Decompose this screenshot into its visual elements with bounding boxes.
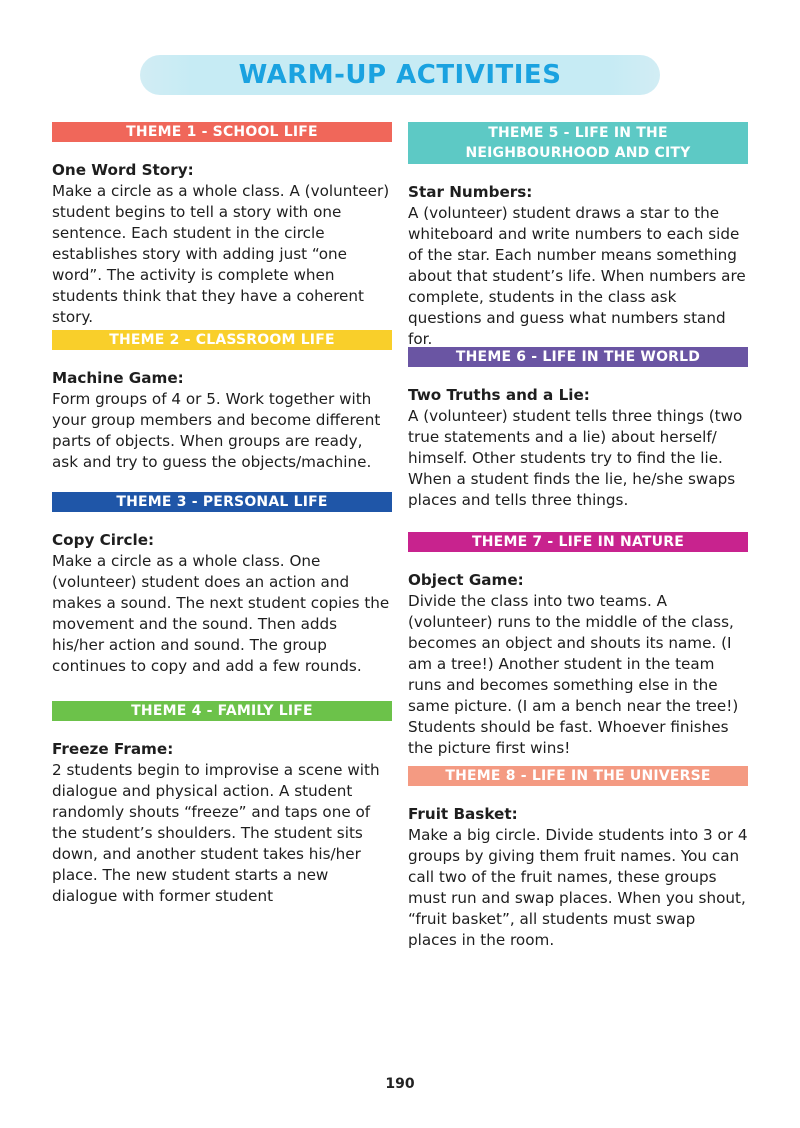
left-column (52, 122, 392, 907)
activity-title: Two Truths and a Lie: (408, 386, 590, 404)
theme-block-8 (408, 766, 748, 951)
theme-block-3 (52, 492, 392, 701)
activity-title: Star Numbers: (408, 183, 533, 201)
activity-description: A (volunteer) student draws a star to the whiteboard and write numbers to each side of the star. Each number means something about that student’s life. When numbers are complete, students in the class ask questions and guess what numbers stand for. (408, 204, 746, 348)
activity-description: Make a circle as a whole class. One (volunteer) student does an action and makes a sound. The next student copies the movement and the sound. Then adds his/her action and sound. The group continues to copy and add a few rounds. (52, 552, 390, 675)
theme-header: THEME 6 - LIFE IN THE WORLD (408, 347, 748, 367)
page-number: 190 (385, 1076, 415, 1092)
theme-block-6 (408, 347, 748, 532)
activity-description: Divide the class into two teams. A (volunteer) runs to the middle of the class, becomes an object and shouts its name. (I am a tree!) Another student in the team runs and becomes something else in the same picture. (I am a bench near the tree!) Students should be fast. Whoever finishes the picture first wins! (408, 592, 739, 757)
activity-title: Object Game: (408, 571, 524, 589)
activity-title: Copy Circle: (52, 531, 155, 549)
activity (52, 160, 392, 328)
right-column (408, 122, 748, 951)
activity (52, 368, 392, 473)
activity-description: 2 students begin to improvise a scene with dialogue and physical action. A student randomly shouts “freeze” and taps one of the student’s shoulders. The student sits down, and another student takes his/her place. The new student starts a new dialogue with former student (52, 761, 380, 905)
activity (408, 182, 748, 350)
title-banner (140, 55, 660, 95)
activity (408, 385, 748, 511)
activity-description: Make a circle as a whole class. A (volunteer) student begins to tell a story with one sentence. Each student in the circle establishes story with adding just “one word”. The activity is complete when students think that they have a coherent story. (52, 182, 390, 326)
activity (408, 804, 748, 951)
activity-title: One Word Story: (52, 161, 194, 179)
activity-title: Fruit Basket: (408, 805, 518, 823)
activity-title: Freeze Frame: (52, 740, 174, 758)
theme-header: THEME 1 - SCHOOL LIFE (52, 122, 392, 142)
activity (52, 530, 392, 677)
theme-header: THEME 2 - CLASSROOM LIFE (52, 330, 392, 350)
activity-title: Machine Game: (52, 369, 184, 387)
theme-block-1 (52, 122, 392, 330)
theme-header: THEME 4 - FAMILY LIFE (52, 701, 392, 721)
page-title: WARM-UP ACTIVITIES (238, 60, 562, 90)
theme-header: THEME 7 - LIFE IN NATURE (408, 532, 748, 552)
activity-description: Form groups of 4 or 5. Work together with your group members and become different parts of objects. When groups are ready, ask and try to guess the objects/machine. (52, 390, 381, 471)
theme-block-7 (408, 532, 748, 766)
activity (408, 570, 748, 759)
theme-block-4 (52, 701, 392, 907)
theme-header: THEME 8 - LIFE IN THE UNIVERSE (408, 766, 748, 786)
theme-block-2 (52, 330, 392, 492)
theme-block-5 (408, 122, 748, 347)
activity-description: Make a big circle. Divide students into 3 or 4 groups by giving them fruit names. You can call two of the fruit names, these groups must run and swap places. When you shout, “fruit basket”, all students must swap places in the room. (408, 826, 748, 949)
activity-description: A (volunteer) student tells three things (two true statements and a lie) about herself/ himself. Other students try to find the lie. When a student finds the lie, he/she swaps places and tells three things. (408, 407, 743, 509)
theme-header: THEME 5 - LIFE IN THE NEIGHBOURHOOD AND CITY (408, 122, 748, 164)
theme-header: THEME 3 - PERSONAL LIFE (52, 492, 392, 512)
activity (52, 739, 392, 907)
